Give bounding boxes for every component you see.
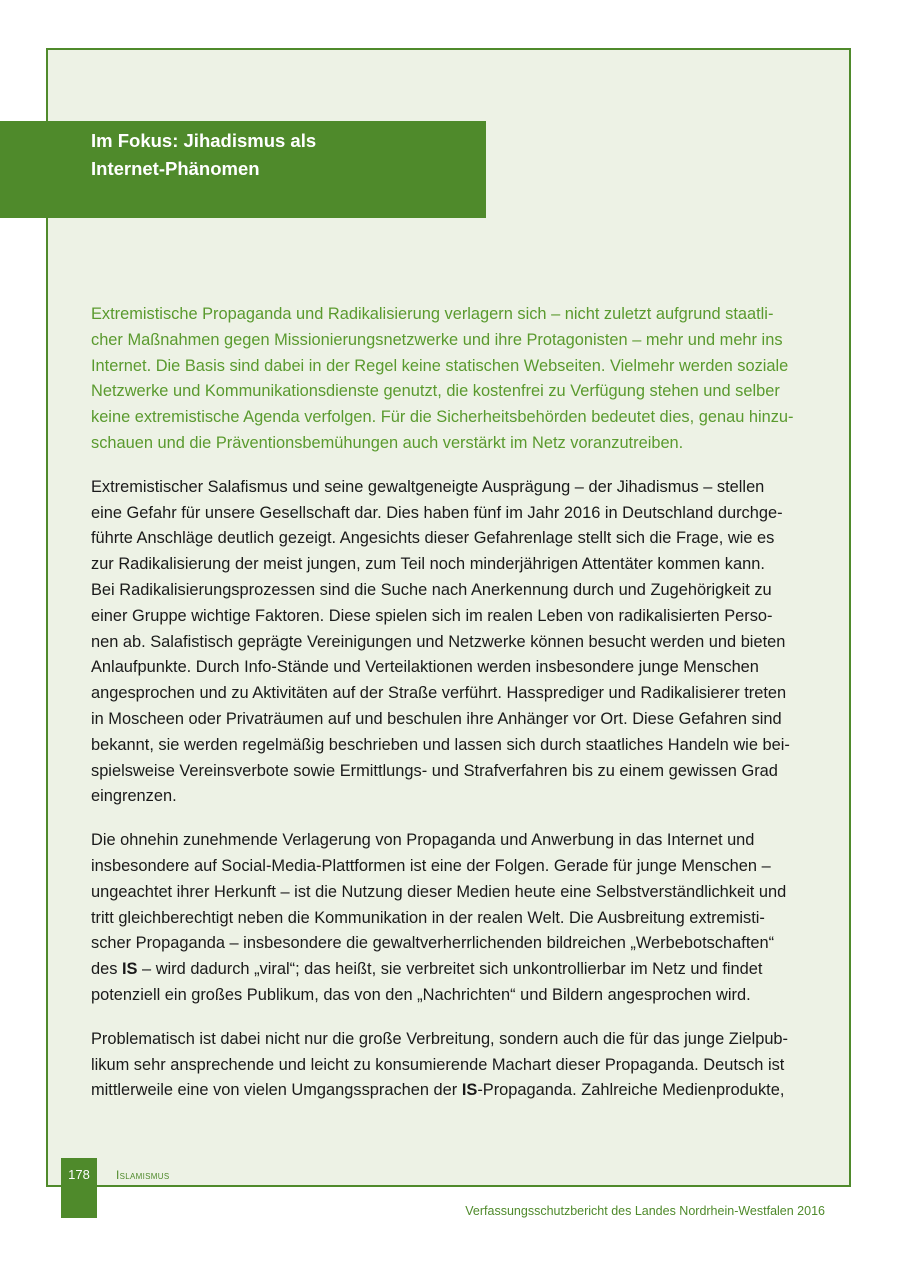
text-line: Netzwerke und Kommunikationsdienste genutzt, die kostenfrei zu Verfügung stehen und selber <box>91 382 780 401</box>
text-line: zur Radikalisierung der meist jungen, zum Teil noch minderjährigen Attentäter kommen kann. <box>91 555 765 574</box>
text-line: tritt gleichberechtigt neben die Kommunikation in der realen Welt. Die Ausbreitung extremisti- <box>91 908 765 927</box>
text-line: Problematisch ist dabei nicht nur die große Verbreitung, sondern auch die für das junge Zielpub- <box>91 1029 789 1048</box>
text-line: Internet. Die Basis sind dabei in der Regel keine statischen Webseiten. Vielmehr werden soziale <box>91 356 789 375</box>
text-line: likum sehr ansprechende und leicht zu konsumierende Machart dieser Propaganda. Deutsch ist <box>91 1055 785 1074</box>
page-title <box>91 127 471 183</box>
text-line: nen ab. Salafistisch geprägte Vereinigungen und Netzwerke können besucht werden und bieten <box>91 632 786 651</box>
text-line: Anlaufpunkte. Durch Info-Stände und Verteilaktionen werden insbesondere junge Menschen <box>91 658 759 677</box>
bold-term: IS <box>461 1081 478 1100</box>
text-line: angesprochen und zu Aktivitäten auf der Straße verführt. Hassprediger und Radikalisierer treten <box>91 684 787 703</box>
text-line: scher Propaganda – insbesondere die gewaltverherrlichenden bildreichen „Werbebotschaften“ <box>91 934 775 953</box>
text-line: einer Gruppe wichtige Faktoren. Diese spielen sich im realen Leben von radikalisierten Perso- <box>91 606 773 625</box>
text-line: eine Gefahr für unsere Gesellschaft dar. Dies haben fünf im Jahr 2016 in Deutschland durchge- <box>91 503 783 522</box>
text-line: Extremistischer Salafismus und seine gewaltgeneigte Ausprägung – der Jihadismus – stellen <box>91 477 765 496</box>
text-line: eingrenzen. <box>91 787 177 806</box>
text-fragment: mittlerweile eine von vielen Umgangssprachen der <box>91 1081 462 1100</box>
text-line: spielsweise Vereinsverbote sowie Ermittlungs- und Strafverfahren bis zu einem gewissen Grad <box>91 761 778 780</box>
text-line <box>91 1078 827 1104</box>
text-line: schauen und die Präventionsbemühungen auch verstärkt im Netz voranzutreiben. <box>91 433 684 452</box>
title-line: Internet-Phänomen <box>91 158 260 179</box>
text-line: keine extremistische Agenda verfolgen. Für die Sicherheitsbehörden bedeutet dies, genau hinzu- <box>91 408 794 427</box>
section-name: Islamismus <box>116 1168 170 1182</box>
publication-title: Verfassungsschutzbericht des Landes Nordrhein-Westfalen 2016 <box>465 1204 825 1218</box>
article-body <box>91 302 827 1122</box>
text-fragment: – wird dadurch „viral“; das heißt, sie verbreitet sich unkontrollierbar im Netz und findet <box>137 960 763 979</box>
text-line: ungeachtet ihrer Herkunft – ist die Nutzung dieser Medien heute eine Selbstverständlichkeit und <box>91 882 787 901</box>
text-fragment: des <box>91 960 122 979</box>
text-line: cher Maßnahmen gegen Missionierungsnetzwerke und ihre Protagonisten – mehr und mehr ins <box>91 330 783 349</box>
text-fragment: -Propaganda. Zahlreiche Medienprodukte, <box>477 1081 785 1100</box>
body-paragraph <box>91 828 827 1009</box>
text-line: bekannt, sie werden regelmäßig beschrieben und lassen sich durch staatliches Handeln wie bei- <box>91 735 790 754</box>
body-paragraph <box>91 1027 827 1104</box>
text-line: Die ohnehin zunehmende Verlagerung von Propaganda und Anwerbung in das Internet und <box>91 831 755 850</box>
body-paragraph <box>91 475 827 810</box>
page-number: 178 <box>68 1167 90 1182</box>
text-line: potenziell ein großes Publikum, das von den „Nachrichten“ und Bildern angesprochen wird. <box>91 985 751 1004</box>
text-line: insbesondere auf Social-Media-Plattformen ist eine der Folgen. Gerade für junge Menschen – <box>91 856 771 875</box>
text-line: Bei Radikalisierungsprozessen sind die Suche nach Anerkennung durch und Zugehörigkeit zu <box>91 580 772 599</box>
bold-term: IS <box>121 960 138 979</box>
text-line: führte Anschläge deutlich gezeigt. Angesichts dieser Gefahrenlage stellt sich die Frage, wie es <box>91 529 775 548</box>
title-line: Im Fokus: Jihadismus als <box>91 130 317 151</box>
text-line <box>91 957 827 983</box>
text-line: Extremistische Propaganda und Radikalisierung verlagern sich – nicht zuletzt aufgrund staatli- <box>91 305 774 323</box>
lead-paragraph <box>91 302 827 457</box>
text-line: in Moscheen oder Privaträumen auf und beschulen ihre Anhänger vor Ort. Diese Gefahren sind <box>91 709 782 728</box>
